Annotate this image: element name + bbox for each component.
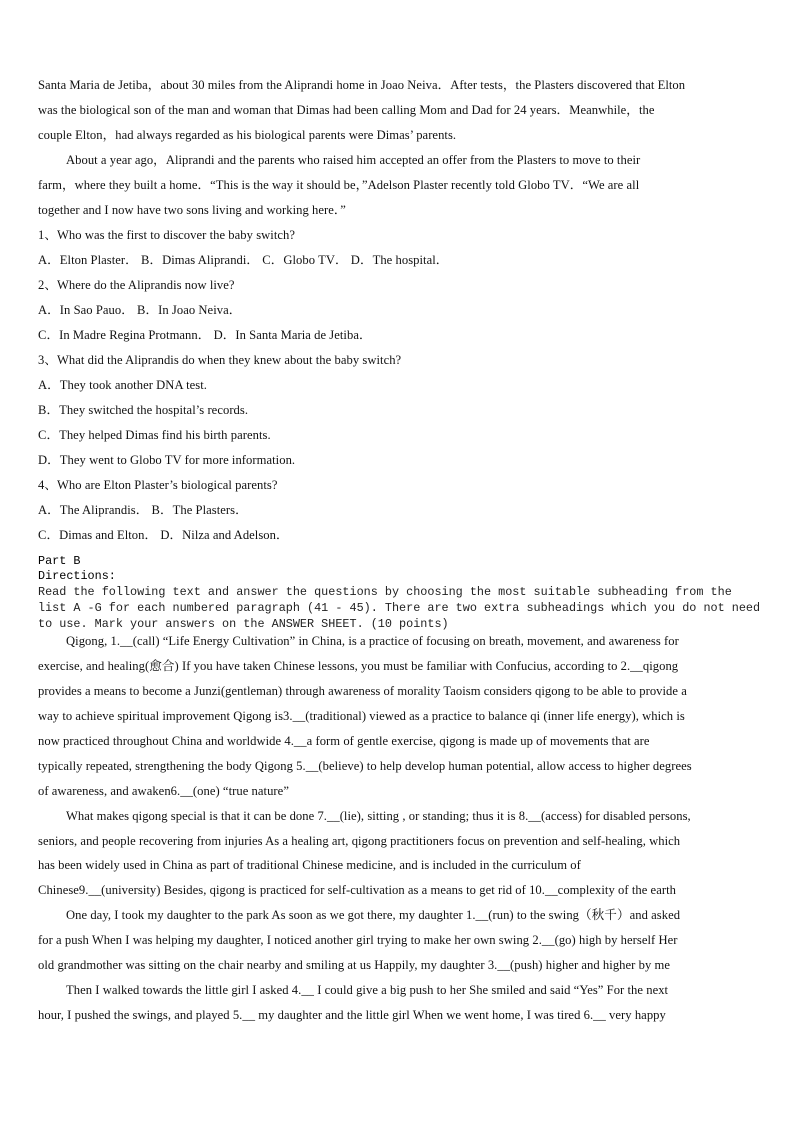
qigong-line: exercise, and healing(愈合) If you have taken Chinese lessons, you must be familiar with Confucius, according to 2.__qigong [38,659,679,673]
qigong-line: of awareness, and awaken6.__(one) “true nature” [38,784,289,798]
question-options: A．The Aliprandis． B．The Plasters． [38,503,248,517]
swing-line: for a push When I was helping my daughter, I noticed another girl trying to make her own swing 2.__(go) high by herself Her [38,933,678,947]
qigong-line: typically repeated, strengthening the body Qigong 5.__(believe) to help develop human potential, allow access to higher degrees [38,759,692,773]
qigong-line: Qigong, 1.__(call) “Life Energy Cultivation” in China, is a practice of focusing on breath, movement, and awareness for [66,634,679,648]
part-b-title: Part B [38,554,81,568]
question-options: C．Dimas and Elton． D．Nilza and Adelson． [38,528,289,542]
question-stem: 2、Where do the Aliprandis now live? [38,278,235,292]
passage-line: together and I now have two sons living and working here．” [38,203,346,217]
swing-line: old grandmother was sitting on the chair nearby and smiling at us Happily, my daughter 3.__(push) higher and higher by me [38,958,670,972]
swing-line: hour, I pushed the swings, and played 5.__ my daughter and the little girl When we went home, I was tired 6.__ very happy [38,1008,666,1022]
question-option: A．They took another DNA test. [38,378,207,392]
directions-line: list A -G for each numbered paragraph (41 - 45). There are two extra subheadings which you do not need [38,601,761,615]
swing-line: One day, I took my daughter to the park As soon as we got there, my daughter 1.__(run) to the swing（秋千）and asked [66,908,681,922]
passage-line: was the biological son of the man and woman that Dimas had been calling Mom and Dad for 24 years．Meanwhile，the [38,103,655,117]
question-stem: 4、Who are Elton Plaster’s biological parents? [38,478,278,492]
passage-line: Santa Maria de Jetiba，about 30 miles from the Aliprandi home in Joao Neiva．After tests，the Plasters discovered that Elton [38,78,686,92]
passage-line: couple Elton，had always regarded as his biological parents were Dimas’ parents. [38,128,457,142]
swing-line: Then I walked towards the little girl I asked 4.__ I could give a big push to her She smiled and said “Yes” For the next [66,983,669,997]
question-stem: 1、Who was the first to discover the baby switch? [38,228,296,242]
question-options: A．In Sao Pauo． B．In Joao Neiva． [38,303,242,317]
question-option: D．They went to Globo TV for more information. [38,453,296,467]
qigong-line: What makes qigong special is that it can be done 7.__(lie), sitting , or standing; thus it is 8.__(access) for disabled persons, [66,809,691,823]
qigong-line: has been widely used in China as part of traditional Chinese medicine, and is included in the curriculum of [38,858,581,872]
directions-line: to use. Mark your answers on the ANSWER SHEET. (10 points) [38,617,449,631]
question-stem: 3、What did the Aliprandis do when they knew about the baby switch? [38,353,402,367]
qigong-line: seniors, and people recovering from injuries As a healing art, qigong practitioners focus on prevention and self-healing, which [38,834,681,848]
question-option: C．They helped Dimas find his birth parents. [38,428,271,442]
qigong-line: way to achieve spiritual improvement Qigong is3.__(traditional) viewed as a practice to balance qi (inner life energy), which is [38,709,685,723]
passage-line: farm，where they built a home．“This is the way it should be，”Adelson Plaster recently told Globo TV．“We are all [38,178,640,192]
passage-line: About a year ago，Aliprandi and the parents who raised him accepted an offer from the Plasters to move to their [66,153,641,167]
directions-line: Read the following text and answer the questions by choosing the most suitable subheading from the [38,585,732,599]
qigong-line: now practiced throughout China and worldwide 4.__a form of gentle exercise, qigong is made up of movements that are [38,734,650,748]
directions-label: Directions: [38,569,116,583]
qigong-line: Chinese9.__(university) Besides, qigong is practiced for self-cultivation as a means to get rid of 10.__complexity of the earth [38,883,676,897]
question-options: C．In Madre Regina Protmann． D．In Santa Maria de Jetiba． [38,328,372,342]
question-option: B．They switched the hospital’s records. [38,403,249,417]
qigong-line: provides a means to become a Junzi(gentleman) through awareness of morality Taoism considers qigong to be able to provide a [38,684,687,698]
question-options: A．Elton Plaster． B．Dimas Aliprandi． C．Globo TV． D．The hospital． [38,253,449,267]
